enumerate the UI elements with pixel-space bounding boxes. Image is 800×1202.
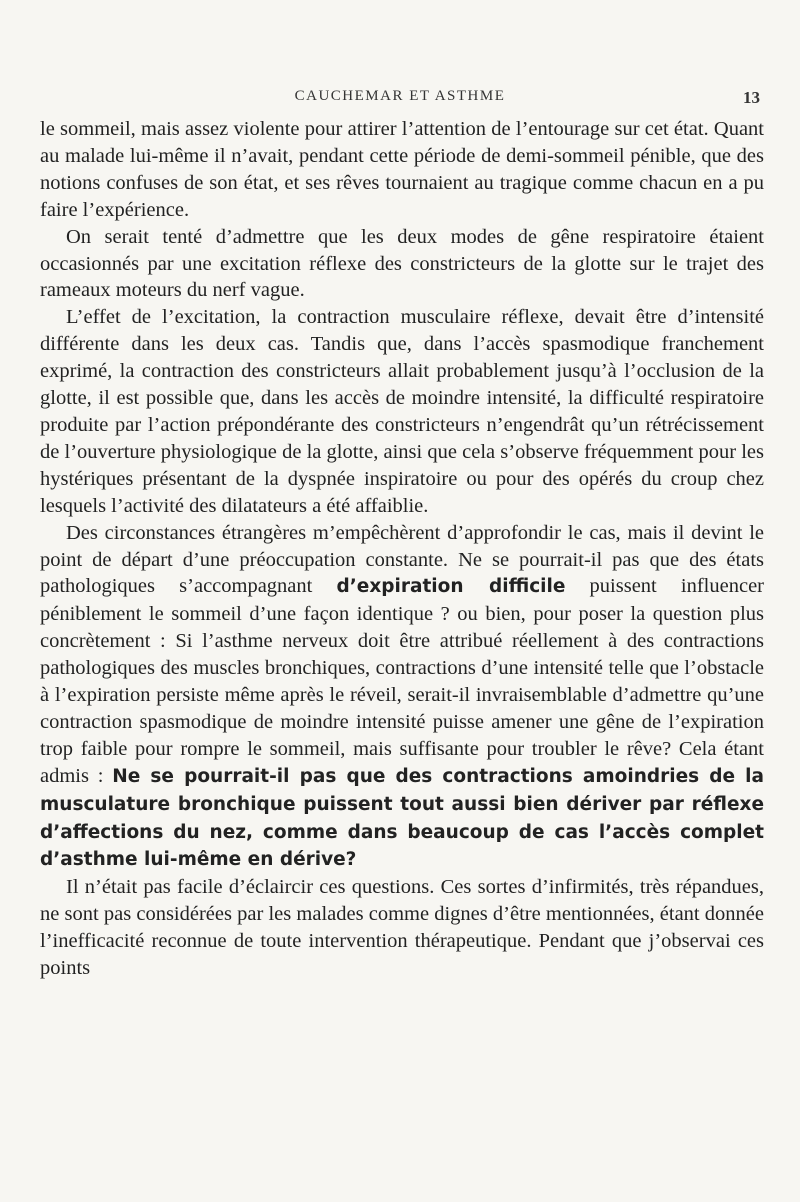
text-segment: L’effet de l’excitation, la contraction musculaire réflexe, devait être d’intensité différente dans les deux cas. Tandis que, dans l’accès spasmodique franchement exprimé, la contraction des constricteurs allait probablement jusqu’à l’occlusion de la glotte, il est possible que, dans les accès de moindre intensité, la difficulté respiratoire produite par l’action prépondérante des constricteurs n’engendrât qu’un rétrécissement de l’ouverture physiologique de la glotte, ainsi que cela s’observe fréquemment pour les hystériques présentant de la dyspnée inspiratoire ou pour des opérés du croup chez lesquels l’activité des dilatateurs a été affaiblie.	[40, 306, 764, 517]
text-segment: Il n’était pas facile d’éclaircir ces questions. Ces sortes d’infirmités, très répandues, ne sont pas considérées par les malades comme dignes d’être mentionnées, étant donnée l’inefficacité reconnue de toute intervention thérapeutique. Pendant que j’observai ces points	[40, 876, 764, 980]
text-body	[40, 116, 764, 982]
running-title: CAUCHEMAR ET ASTHME	[294, 88, 506, 104]
text-segment: On serait tenté d’admettre que les deux modes de gêne respiratoire étaient occasionnés par une excitation réflexe des constricteurs de la glotte sur le trajet des rameaux moteurs du nerf vague.	[40, 225, 764, 302]
text-segment: puissent influencer péniblement le sommeil d’une façon identique ? ou bien, pour poser la question plus concrètement : Si l’asthme nerveux doit être attribué réellement à des contractions pathologiques des muscles bronchiques, contractions d’une intensité telle que l’obstacle à l’expiration persiste même après le réveil, serait-il invraisemblable d’admettre qu’une contraction spasmodique de moindre intensité puisse amener une gêne de l’expiration trop faible pour rompre le sommeil, mais suffisante pour troubler le rêve? Cela étant admis :	[40, 575, 764, 787]
bold-text-segment: Ne se pourrait-il pas que des contractions amoindries de la musculature bronchique puissent tout aussi bien dériver par réflexe d’affections du nez, comme dans beaucoup de cas l’accès complet d’asthme lui-même en dérive?	[40, 765, 764, 871]
paragraph	[40, 520, 764, 875]
bold-text-segment: d’expiration difficile	[336, 576, 566, 598]
text-segment: le sommeil, mais assez violente pour attirer l’attention de l’entourage sur cet état. Quant au malade lui-même il n’avait, pendant cette période de demi-sommeil pénible, que des notions confuses de son état, et ses rêves tournaient au tragique comme chacun en a pu faire l’expérience.	[40, 118, 764, 221]
paragraph	[40, 304, 764, 519]
text-segment: Des circonstances étrangères m’empêchèrent d’approfondir le cas, mais il devint le point de départ d’une préoccupation constante. Ne se pourrait-il pas que des états pathologiques s’accompagnant	[40, 521, 764, 598]
page-number: 13	[743, 88, 760, 107]
paragraph	[40, 224, 764, 305]
paragraph	[40, 116, 764, 224]
paragraph	[40, 874, 764, 982]
page-header	[40, 88, 760, 112]
